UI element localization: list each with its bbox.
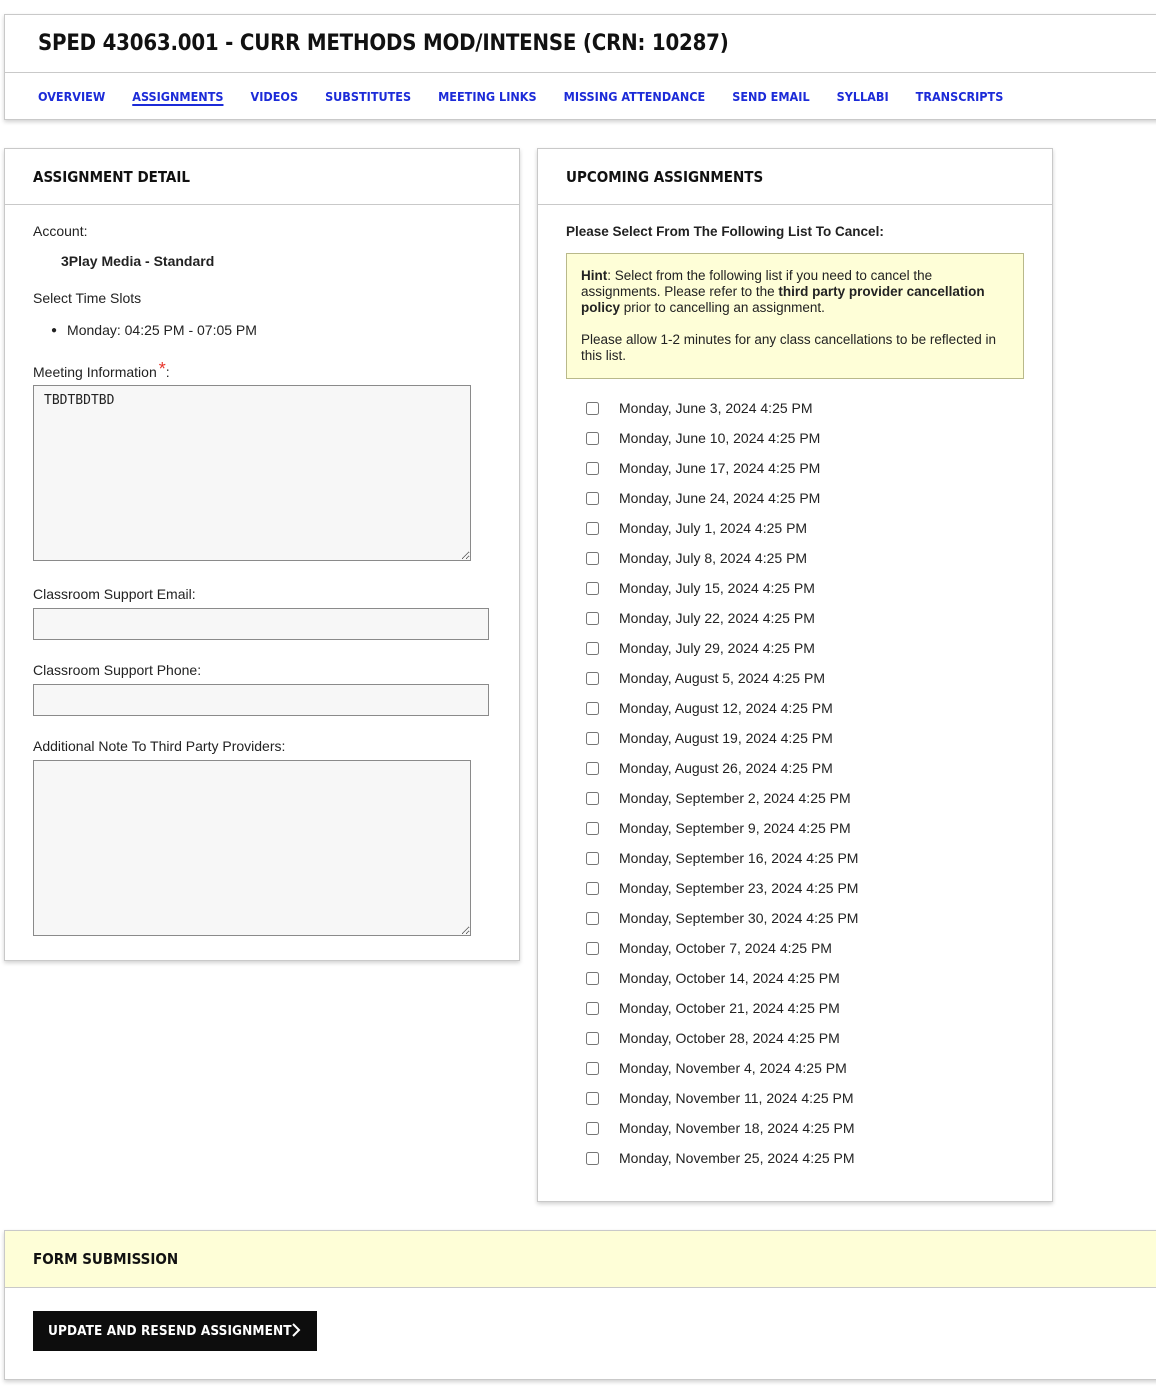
hint-paragraph-2: Please allow 1-2 minutes for any class cancellations to be reflected in this list.	[581, 332, 996, 363]
assignment-detail-title: ASSIGNMENT DETAIL	[33, 168, 190, 186]
support-email-label: Classroom Support Email:	[33, 586, 196, 602]
assignment-row[interactable]	[586, 1028, 840, 1048]
tab-substitutes[interactable]: SUBSTITUTES	[325, 89, 412, 104]
tab-videos[interactable]: VIDEOS	[250, 89, 299, 104]
required-asterisk-icon: *	[158, 359, 166, 379]
assignment-row[interactable]	[586, 1148, 855, 1168]
assignment-date-label: Monday, August 19, 2024 4:25 PM	[619, 730, 833, 746]
meeting-info-colon: :	[165, 364, 170, 380]
tab-transcripts[interactable]: TRANSCRIPTS	[915, 89, 1004, 104]
page-title: SPED 43063.001 - CURR METHODS MOD/INTENSE (CRN: 10287)	[38, 31, 729, 56]
assignment-date-label: Monday, July 29, 2024 4:25 PM	[619, 640, 815, 656]
panel-divider	[5, 204, 519, 205]
assignment-date-label: Monday, August 26, 2024 4:25 PM	[619, 760, 833, 776]
assignment-checkbox[interactable]	[586, 612, 599, 625]
account-label: Account:	[33, 223, 88, 239]
assignment-date-label: Monday, July 1, 2024 4:25 PM	[619, 520, 808, 536]
form-submission-title: FORM SUBMISSION	[33, 1250, 179, 1268]
assignment-date-label: Monday, October 14, 2024 4:25 PM	[619, 970, 840, 986]
assignment-row[interactable]	[586, 968, 840, 988]
assignment-checkbox[interactable]	[586, 702, 599, 715]
hint-bold: Hint	[581, 268, 608, 283]
time-slots-label: Select Time Slots	[33, 290, 142, 306]
meeting-info-label-text: Meeting Information	[33, 364, 157, 380]
assignment-date-label: Monday, July 22, 2024 4:25 PM	[619, 610, 815, 626]
assignment-detail-panel	[4, 148, 520, 961]
tab-meeting-links[interactable]: MEETING LINKS	[438, 89, 537, 104]
support-phone-field[interactable]	[33, 684, 489, 716]
assignment-date-label: Monday, November 18, 2024 4:25 PM	[619, 1120, 855, 1136]
assignment-row[interactable]	[586, 608, 815, 628]
course-nav	[38, 89, 1030, 104]
assignment-checkbox[interactable]	[586, 1122, 599, 1135]
assignment-date-label: Monday, June 10, 2024 4:25 PM	[619, 430, 821, 446]
assignment-row[interactable]	[586, 878, 858, 898]
assignment-row[interactable]	[586, 668, 825, 688]
assignment-checkbox[interactable]	[586, 1152, 599, 1165]
assignment-row[interactable]	[586, 1118, 855, 1138]
assignment-checkbox[interactable]	[586, 402, 599, 415]
assignment-row[interactable]	[586, 818, 851, 838]
panel-divider	[538, 204, 1052, 205]
assignment-date-label: Monday, July 15, 2024 4:25 PM	[619, 580, 815, 596]
header-divider	[5, 72, 1156, 73]
assignment-date-label: Monday, October 28, 2024 4:25 PM	[619, 1030, 840, 1046]
assignment-checkbox[interactable]	[586, 972, 599, 985]
assignment-row[interactable]	[586, 1058, 847, 1078]
assignment-checkbox[interactable]	[586, 822, 599, 835]
assignment-row[interactable]	[586, 638, 815, 658]
update-resend-label: UPDATE AND RESEND ASSIGNMENT	[48, 1323, 292, 1339]
assignment-checkbox[interactable]	[586, 1062, 599, 1075]
assignment-date-label: Monday, November 25, 2024 4:25 PM	[619, 1150, 855, 1166]
assignment-checkbox[interactable]	[586, 792, 599, 805]
assignment-checkbox[interactable]	[586, 1002, 599, 1015]
assignment-checkbox[interactable]	[586, 522, 599, 535]
update-resend-button[interactable]	[33, 1311, 317, 1351]
assignment-date-label: Monday, August 12, 2024 4:25 PM	[619, 700, 833, 716]
hint-text-2: prior to cancelling an assignment.	[620, 300, 825, 315]
assignment-row[interactable]	[586, 458, 820, 478]
assignment-date-label: Monday, September 30, 2024 4:25 PM	[619, 910, 859, 926]
assignment-checkbox[interactable]	[586, 942, 599, 955]
assignment-row[interactable]	[586, 398, 813, 418]
assignment-row[interactable]	[586, 578, 815, 598]
upcoming-assignments-panel	[537, 148, 1053, 1202]
account-value: 3Play Media - Standard	[61, 253, 215, 269]
assignment-row[interactable]	[586, 848, 858, 868]
note-textarea[interactable]	[33, 760, 471, 936]
assignment-row[interactable]	[586, 428, 820, 448]
assignment-checkbox[interactable]	[586, 762, 599, 775]
tab-send-email[interactable]: SEND EMAIL	[732, 89, 810, 104]
assignment-checkbox[interactable]	[586, 1032, 599, 1045]
upcoming-assignments-title: UPCOMING ASSIGNMENTS	[566, 168, 764, 186]
assignment-row[interactable]	[586, 788, 851, 808]
support-phone-label: Classroom Support Phone:	[33, 662, 202, 678]
assignment-date-label: Monday, September 2, 2024 4:25 PM	[619, 790, 851, 806]
assignment-checkbox[interactable]	[586, 912, 599, 925]
assignment-date-label: Monday, November 11, 2024 4:25 PM	[619, 1090, 854, 1106]
tab-assignments[interactable]: ASSIGNMENTS	[132, 89, 224, 104]
assignment-row[interactable]	[586, 758, 833, 778]
tab-missing-attendance[interactable]: MISSING ATTENDANCE	[563, 89, 706, 104]
form-submission-section	[4, 1230, 1156, 1380]
support-email-field[interactable]	[33, 608, 489, 640]
tab-overview[interactable]: OVERVIEW	[38, 89, 106, 104]
assignment-date-label: Monday, September 9, 2024 4:25 PM	[619, 820, 851, 836]
course-header	[4, 14, 1156, 120]
form-submission-header	[5, 1231, 1156, 1288]
cancellation-policy-text: third party provider cancellation policy	[581, 284, 985, 315]
assignment-date-label: Monday, August 5, 2024 4:25 PM	[619, 670, 825, 686]
hint-paragraph	[581, 268, 1009, 316]
assignment-date-label: Monday, June 17, 2024 4:25 PM	[619, 460, 821, 476]
assignment-date-label: Monday, September 16, 2024 4:25 PM	[619, 850, 859, 866]
meeting-info-label	[33, 361, 170, 382]
assignment-date-label: Monday, September 23, 2024 4:25 PM	[619, 880, 859, 896]
note-label: Additional Note To Third Party Providers:	[33, 738, 286, 754]
assignment-date-label: Monday, November 4, 2024 4:25 PM	[619, 1060, 847, 1076]
assignment-checkbox[interactable]	[586, 432, 599, 445]
assignment-date-label: Monday, July 8, 2024 4:25 PM	[619, 550, 808, 566]
assignment-checkbox[interactable]	[586, 552, 599, 565]
time-slot-item	[51, 322, 257, 338]
chevron-right-icon	[289, 1323, 303, 1337]
assignment-checkbox[interactable]	[586, 852, 599, 865]
assignment-date-label: Monday, October 21, 2024 4:25 PM	[619, 1000, 840, 1016]
tab-syllabi[interactable]: SYLLABI	[836, 89, 889, 104]
assignment-row[interactable]	[586, 1088, 854, 1108]
assignment-row[interactable]	[586, 938, 832, 958]
hint-text-1: : Select from the following list if you need to cancel the assignments. Please refer to the	[581, 268, 933, 299]
assignment-checkbox[interactable]	[586, 882, 599, 895]
assignment-row[interactable]	[586, 998, 840, 1018]
assignment-checkbox[interactable]	[586, 492, 599, 505]
assignment-checkbox[interactable]	[586, 582, 599, 595]
assignment-row[interactable]	[586, 908, 858, 928]
assignment-row[interactable]	[586, 698, 833, 718]
hint-box	[566, 253, 1024, 379]
time-slot-text: Monday: 04:25 PM - 07:05 PM	[67, 322, 257, 338]
assignment-date-label: Monday, October 7, 2024 4:25 PM	[619, 940, 832, 956]
assignment-date-label: Monday, June 24, 2024 4:25 PM	[619, 490, 821, 506]
assignment-row[interactable]	[586, 548, 807, 568]
assignment-row[interactable]	[586, 488, 820, 508]
assignment-checkbox[interactable]	[586, 732, 599, 745]
assignment-checkbox[interactable]	[586, 672, 599, 685]
assignment-date-label: Monday, June 3, 2024 4:25 PM	[619, 400, 813, 416]
assignment-checkbox[interactable]	[586, 642, 599, 655]
assignment-row[interactable]	[586, 518, 807, 538]
bullet-icon: ●	[51, 325, 58, 336]
assignment-checkbox[interactable]	[586, 462, 599, 475]
meeting-info-textarea[interactable]	[33, 385, 471, 561]
assignment-checkbox[interactable]	[586, 1092, 599, 1105]
cancel-instruction: Please Select From The Following List To Cancel:	[566, 224, 884, 239]
assignment-row[interactable]	[586, 728, 833, 748]
